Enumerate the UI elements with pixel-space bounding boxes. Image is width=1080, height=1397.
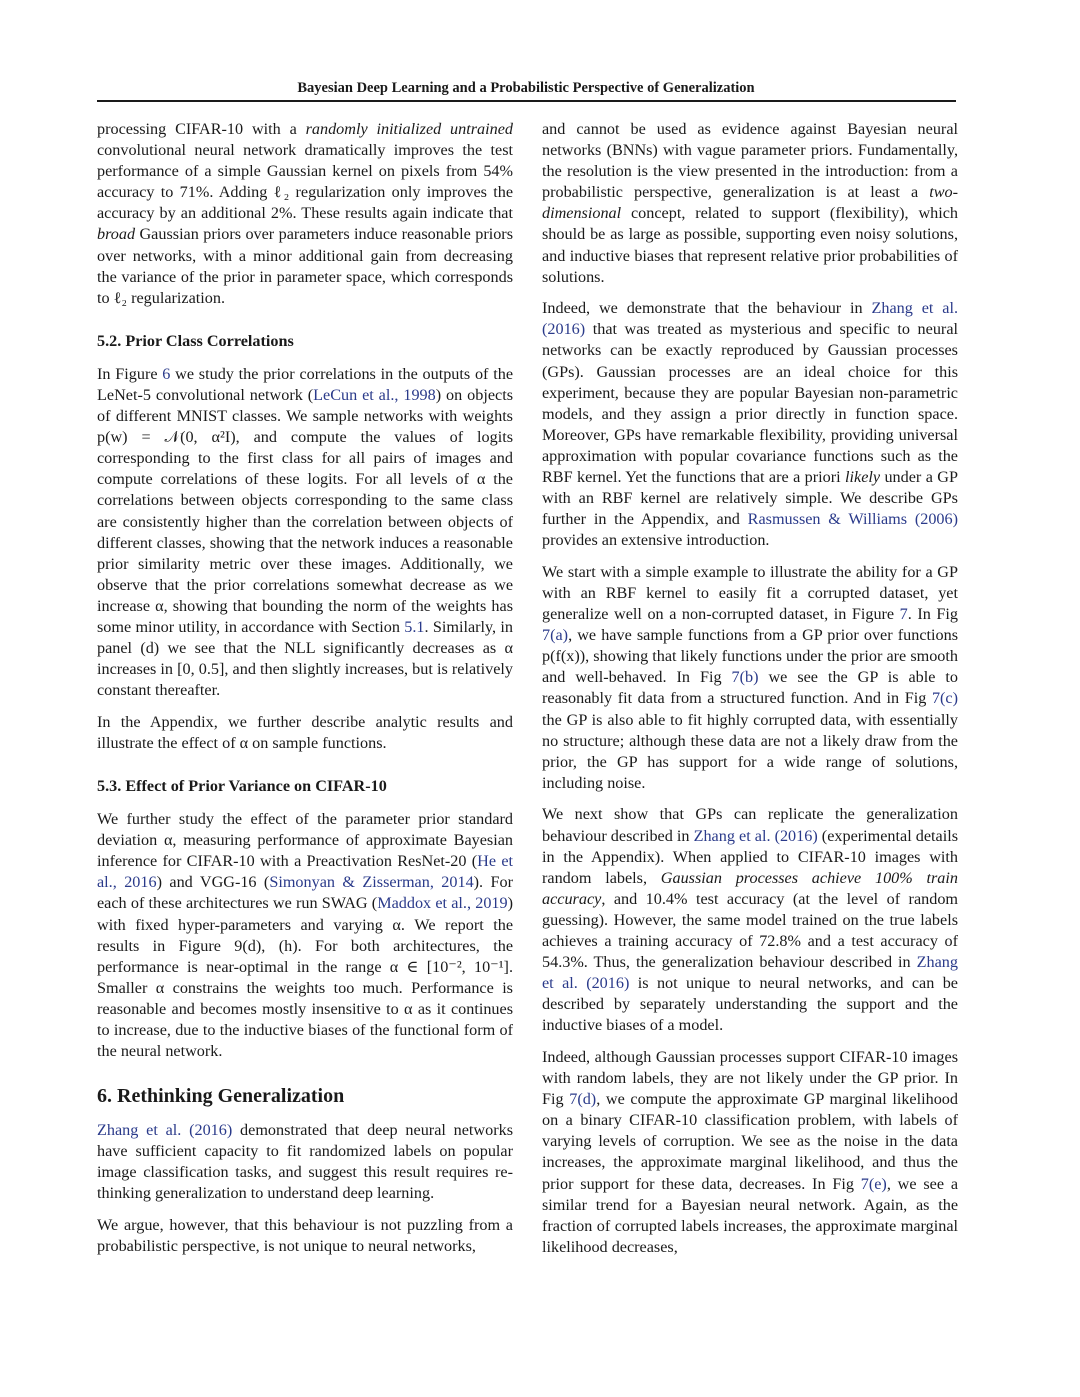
running-title: Bayesian Deep Learning and a Probabilistic Perspective of Generalization bbox=[297, 80, 755, 96]
figure-link[interactable]: 6 bbox=[162, 364, 171, 383]
figure-link[interactable]: 7 bbox=[899, 605, 908, 624]
figure-link[interactable]: 7(e) bbox=[860, 1174, 887, 1193]
citation-link[interactable]: Zhang et al. (2016) bbox=[97, 1121, 233, 1140]
header-rule bbox=[97, 100, 956, 102]
paragraph: We next show that GPs can replicate the generalization behaviour described in Zhang et al. (2016) (experimental details in the Appendix). When applied to CIFAR-10 images with random labels, Gaussian processes achieve 100% train accuracy, and 10.4% test accuracy (at the level of random guessing). However, the same model trained on the true labels achieves a training accuracy of 72.8% and a test accuracy of 54.3%. Thus, the generalization behaviour described in Zhang et al. (2016) is not unique to neural networks, and can be described by separately understanding the support and the inductive biases of a model. bbox=[542, 805, 959, 1035]
paragraph: Zhang et al. (2016) demonstrated that deep neural networks have sufficient capacity to fit randomized labels on popular image classification tasks, and suggest this result requires re-thinking generalization to understand deep learning. bbox=[97, 1121, 513, 1203]
citation-link[interactable]: Rasmussen & Williams (2006) bbox=[747, 510, 958, 529]
paragraph: We further study the effect of the parameter prior standard deviation α, measuring performance of approximate Bayesian inference for CIFAR-10 with a Preactivation ResNet-20 (He et al., 2016) and VGG-16 (Simonyan & Zisserman, 2014). For each of these architectures we run SWAG (Maddox et al., 2019) with fixed hyper-parameters and varying α. We report the results in Figure 9(d), (h). For both architectures, the performance is near-optimal in the range α ∈ [10⁻², 10⁻¹]. Smaller α constrains the weights too much. Performance is reasonable and becomes mostly insensitive to α as it continues to increase, due to the inductive biases of the functional form of the neural network. bbox=[97, 810, 514, 1061]
figure-link[interactable]: 7(a) bbox=[542, 626, 569, 645]
paragraph: We argue, however, that this behaviour is not puzzling from a probabilistic perspective, is not unique to neural networks, bbox=[97, 1216, 513, 1256]
paragraph: In Figure 6 we study the prior correlations in the outputs of the LeNet-5 convolutional network (LeCun et al., 1998) on objects of different MNIST classes. We sample networks with weights p(w) = 𝒩(0, α²I), and compute the values of logits corresponding to the first class for all pairs of images and compute correlations of these logits. For all levels of α the correlations between objects corresponding to the same class are consistently higher than the correlation between objects of different classes, showing that the network induces a reasonable prior similarity metric over these images. Additionally, we observe that the prior correlations somewhat decrease as we increase α, showing that bounding the norm of the weights has some minor utility, in accordance with Section 5.1. Similarly, in panel (d) we see that the NLL significantly decreases as α increases in [0, 0.5], and then slightly increases, but is relatively constant thereafter. bbox=[97, 364, 513, 700]
figure-link[interactable]: 7(b) bbox=[731, 668, 759, 687]
citation-link[interactable]: Simonyan & Zisserman, 2014 bbox=[269, 873, 474, 892]
left-column bbox=[97, 119, 513, 1268]
section-heading-6: 6. Rethinking Generalization bbox=[97, 1085, 345, 1108]
paragraph: In the Appendix, we further describe analytic results and illustrate the effect of α on sample functions. bbox=[97, 712, 513, 752]
paragraph: Indeed, we demonstrate that the behaviour in Zhang et al. (2016) that was treated as mysterious and specific to neural networks can be exactly reproduced by Gaussian processes (GPs). Gaussian processes are an ideal choice for this experiment, because they are popular Bayesian non-parametric models, and they assign a prior directly in function space. Moreover, GPs have remarkable flexibility, providing universal approximation with popular covariance functions such as the RBF kernel. Yet the functions that are a priori likely under a GP with an RBF kernel are relatively simple. We describe GPs further in the Appendix, and Rasmussen & Williams (2006) provides an extensive introduction. bbox=[542, 299, 958, 550]
paragraph: and cannot be used as evidence against Bayesian neural networks (BNNs) with vague parameter priors. Fundamentally, the resolution is the view presented in the introduction: from a probabilistic perspective, generalization is at least a two-dimensional concept, related to support (flexibility), which should be as large as possible, supporting even noisy solutions, and inductive biases that represent relative prior probabilities of solutions. bbox=[542, 120, 958, 286]
section-heading-5-3: 5.3. Effect of Prior Variance on CIFAR-10 bbox=[97, 777, 387, 796]
citation-link[interactable]: Zhang et al. (2016) bbox=[542, 299, 958, 339]
citation-link[interactable]: LeCun et al., 1998 bbox=[313, 385, 436, 404]
figure-link[interactable]: 7(d) bbox=[569, 1090, 597, 1109]
paragraph: Indeed, although Gaussian processes support CIFAR-10 images with random labels, they are not likely under the GP prior. In Fig 7(d), we compute the approximate GP marginal likelihood on a binary CIFAR-10 classification problem, with labels of varying levels of corruption. We see as the noise in the data increases, the approximate marginal likelihood, and thus the prior support for these data, decreases. In Fig 7(e), we see a similar trend for a Bayesian neural network. Again, as the fraction of corrupted labels increases, the approximate marginal likelihood decreases, bbox=[542, 1047, 959, 1256]
paragraph: We start with a simple example to illustrate the ability for a GP with an RBF kernel to easily fit a corrupted dataset, yet generalize well on a non-corrupted dataset, in Figure 7. In Fig 7(a), we have sample functions from a GP prior over functions p(f(x)), showing that likely functions under the prior are smooth and well-behaved. In Fig 7(b) we see the GP is able to reasonably fit data from a structured function. And in Fig 7(c) the GP is also able to fit highly corrupted data, with essentially no structure; although these data are not a likely draw from the prior, the GP has support for a wide range of solutions, including noise. bbox=[542, 562, 959, 792]
citation-link[interactable]: He et al., 2016 bbox=[97, 852, 514, 892]
paragraph: processing CIFAR-10 with a randomly initialized untrained convolutional neural network dramatically improves the test performance of a simple Gaussian kernel on pixels from 54% accuracy to 71%. Adding ℓ₂ regularization only improves the accuracy by an additional 2%. These results again indicate that broad Gaussian priors over parameters induce reasonable priors over networks, with a minor additional gain from decreasing the variance of the prior in parameter space, which corresponds to ℓ₂ regularization. bbox=[97, 120, 514, 307]
citation-link[interactable]: Zhang et al. (2016) bbox=[542, 953, 958, 993]
right-column bbox=[542, 119, 958, 1268]
section-heading-5-2: 5.2. Prior Class Correlations bbox=[97, 331, 294, 350]
figure-link[interactable]: 7(c) bbox=[931, 689, 958, 708]
citation-link[interactable]: Zhang et al. (2016) bbox=[693, 826, 818, 845]
citation-link[interactable]: Maddox et al., 2019 bbox=[377, 894, 508, 913]
section-link[interactable]: 5.1 bbox=[404, 617, 425, 636]
